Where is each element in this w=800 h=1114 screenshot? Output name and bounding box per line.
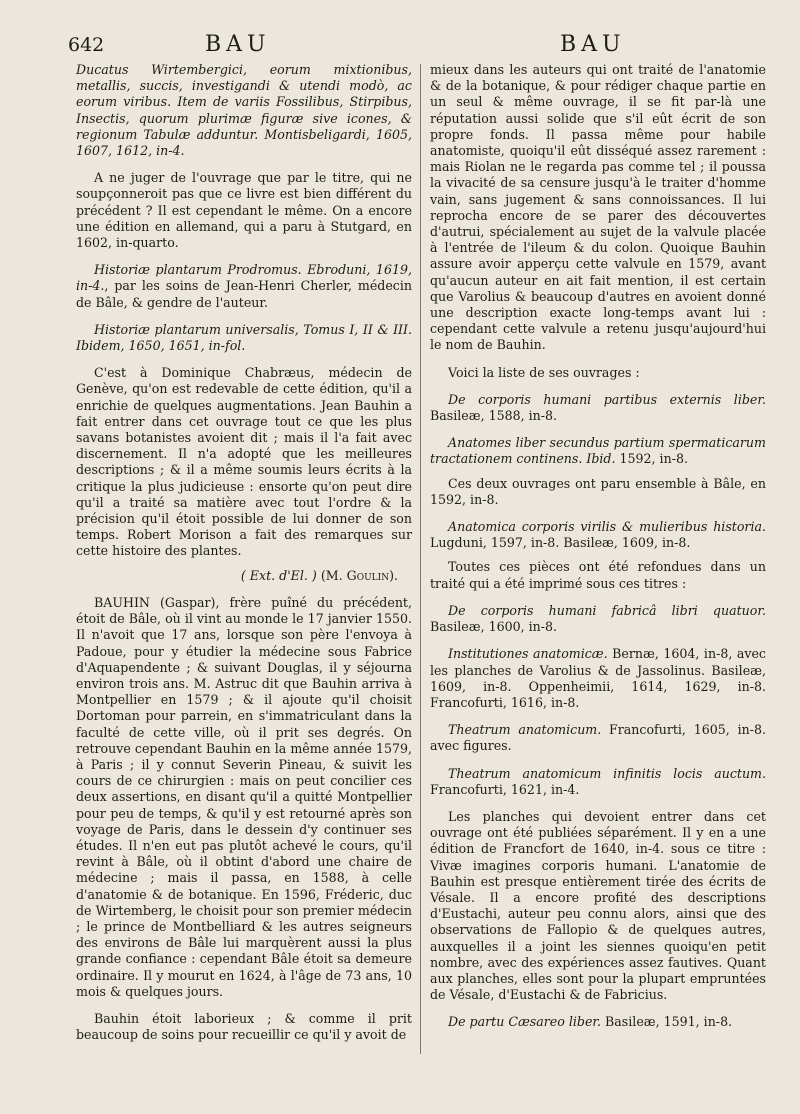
bibliography-entry: Institutiones anatomicæ. Bernæ, 1604, in-8, avec les planches de Varolius & de Jassolinus. Basileæ, 1609, in-8. Oppenheimii, 1614, 1629, in-8. Francofurti, 1616, in-8. [430,646,766,710]
paragraph: Toutes ces pièces ont été refondues dans un traité qui a été imprimé sous ces titres : [430,559,766,591]
article-signature: ( Ext. d'El. ) (M. Goulin). [240,567,398,583]
paragraph: A ne juger de l'ouvrage que par le titre, qui ne soupçonneroit pas que ce livre est bien différent du précédent ? Il est cependant le même. On a encore une édition en allemand, qui a paru à Stutgard, en 1602, in-quarto. [76,170,412,251]
bibliography-entry: Anatomica corporis virilis & mulieribus historia. Lugduni, 1597, in-8. Basileæ, 1609, in-8. [430,519,766,551]
bibliography-entry: Theatrum anatomicum. Francofurti, 1605, in-8. avec figures. [430,722,766,754]
bibliography-entry: De partu Cæsareo liber. Basileæ, 1591, in-8. [448,1014,733,1030]
bibliography-entry: De corporis humani fabricâ libri quatuor. Basileæ, 1600, in-8. [430,602,766,635]
left-column [76,62,412,1043]
paragraph: Ces deux ouvrages ont paru ensemble à Bâle, en 1592, in-8. [430,475,766,507]
entry-detail: , par les soins de Jean-Henri Cherler, médecin de Bâle, & gendre de l'auteur. [76,278,412,310]
bibliography-entry: Anatomes liber secundus partium spermaticarum tractationem continens. Ibid. 1592, in-8. [430,435,766,467]
entry-title: Historiæ plantarum Prodromus. Ebroduni, 1619, in-4. [76,262,412,294]
bibliography-entry: De corporis humani partibus externis liber. Basileæ, 1588, in-8. [430,391,766,424]
paragraph: C'est à Dominique Chabræus, médecin de Genève, qu'on est redevable de cette édition, qu'il a enrichie de quelques augmentations. Jean Bauhin a fait entrer dans cet ouvrage tout ce que les plus savans botanistes avoient dit ; mais il l'a fait avec discernement. Il n'a adopté que les meilleures descriptions ; & il a même soumis leurs écrits à la critique la plus judicieuse : ensorte qu'on peut dire qu'il a traité sa matière avec tout l'ordre & la précision qu'il étoit possible de lui donner de son temps. Robert Morison a fait des remarques sur cette histoire des plantes. [76,365,412,559]
bibliography-entry: Theatrum anatomicum infinitis locis auctum. Francofurti, 1621, in-4. [430,765,766,797]
paragraph: mieux dans les auteurs qui ont traité de l'anatomie & de la botanique, & pour rédiger chaque partie en un seul & même ouvrage, il se fit par-là une réputation aussi solide que s'il eût écrit de son propre fonds. Il passa même pour habile anatomiste, quoiqu'il eût disséqué assez rarement : mais Riolan ne le regarda pas comme tel ; il poussa la vivacité de sa censure jusqu'à le traiter d'homme vain, sans jugement & sans connoissances. Il lui reprocha encore de se parer des découvertes d'autrui, spécialement au sujet de la valvule placée à l'entrée de l'ileum & du colon. Quoique Bauhin assure avoir apperçu cette valvule en 1579, avant qu'aucun auteur en ait fait mention, il est certain que Varolius & beaucoup d'autres en avoient donné une description exacte long-temps avant lui : cependant cette valvule a retenu jusqu'aujourd'hui le nom de Bauhin. [430,62,766,353]
article-entry-bauhin-gaspar: BAUHIN (Gaspar), frère puîné du précédent, étoit de Bâle, où il vint au monde le 17 janvier 1550. Il n'avoit que 17 ans, lorsque son père l'envoya à Padoue, pour y étudier la médecine sous Fabrice d'Aquapendente ; & suivant Douglas, il y séjourna environ trois ans. M. Astruc dit que Bauhin arriva à Montpellier en 1579 ; & il ajoute qu'il choisit Dortoman pour parrein, en s'immatriculant dans la faculté de cette ville, où il prit ses degrés. On retrouve cependant Bauhin en la même année 1579, à Paris ; il y connut Severin Pineau, & suivit les cours de ce chirurgien : mais on peut concilier ces deux assertions, en disant qu'il a quitté Montpellier pour peu de temps, & qu'il y est retourné après son voyage de Paris, dans le dessein d'y continuer ses études. Il n'en eut pas plutôt achevé le cours, qu'il revint à Bâle, où il obtint d'abord une chaire de médecine ; mais il passa, en 1588, à celle d'anatomie & de botanique. En 1596, Fréderic, duc de Wirtemberg, le choisit pour son premier médecin ; le prince de Montbelliard & les autres seigneurs des environs de Bâle lui marquèrent aussi la plus grande confiance : cependant Bâle étoit sa demeure ordinaire. Il y mourut en 1624, à l'âge de 73 ans, 10 mois & quelques jours. [76,594,412,999]
page-number: 642 [68,34,105,56]
running-title-left: BAU [205,32,271,57]
bibliography-entry: Historiæ plantarum universalis, Tomus I, II & III. Ibidem, 1650, 1651, in-fol. [76,321,412,354]
paragraph: Bauhin étoit laborieux ; & comme il prit beaucoup de soins pour recueillir ce qu'il y avoit de [76,1010,412,1043]
paragraph: Voici la liste de ses ouvrages : [448,364,640,380]
running-title-right: BAU [560,32,626,57]
paragraph: Les planches qui devoient entrer dans cet ouvrage ont été publiées séparément. Il y en a une édition de Francfort de 1640, in-4. sous ce titre : Vivæ imagines corporis humani. L'anatomie de Bauhin est presque entièrement tirée des écrits de Vésale. Il a encore profité des descriptions d'Eustachi, auteur peu connu alors, ainsi que des observations de Fallopio & de quelques autres, auxquelles il a joint les siennes quoiqu'en petit nombre, avec des expériences assez fautives. Quant aux planches, elles sont pour la plupart empruntées de Vésale, d'Eustachi & de Fabricius. [430,808,766,1003]
right-column [430,62,766,1031]
running-header [0,30,800,60]
bibliography-entry [76,262,412,311]
column-divider [420,64,421,1054]
paragraph: Ducatus Wirtembergici, eorum mixtionibus, metallis, succis, investigandi & utendi modò, ac eorum viribus. Item de variis Fossilibus, Stirpibus, Insectis, quorum plurimæ figuræ sive icones, & regionum Tabulæ adduntur. Montisbeligardi, 1605, 1607, 1612, in-4. [76,62,412,159]
